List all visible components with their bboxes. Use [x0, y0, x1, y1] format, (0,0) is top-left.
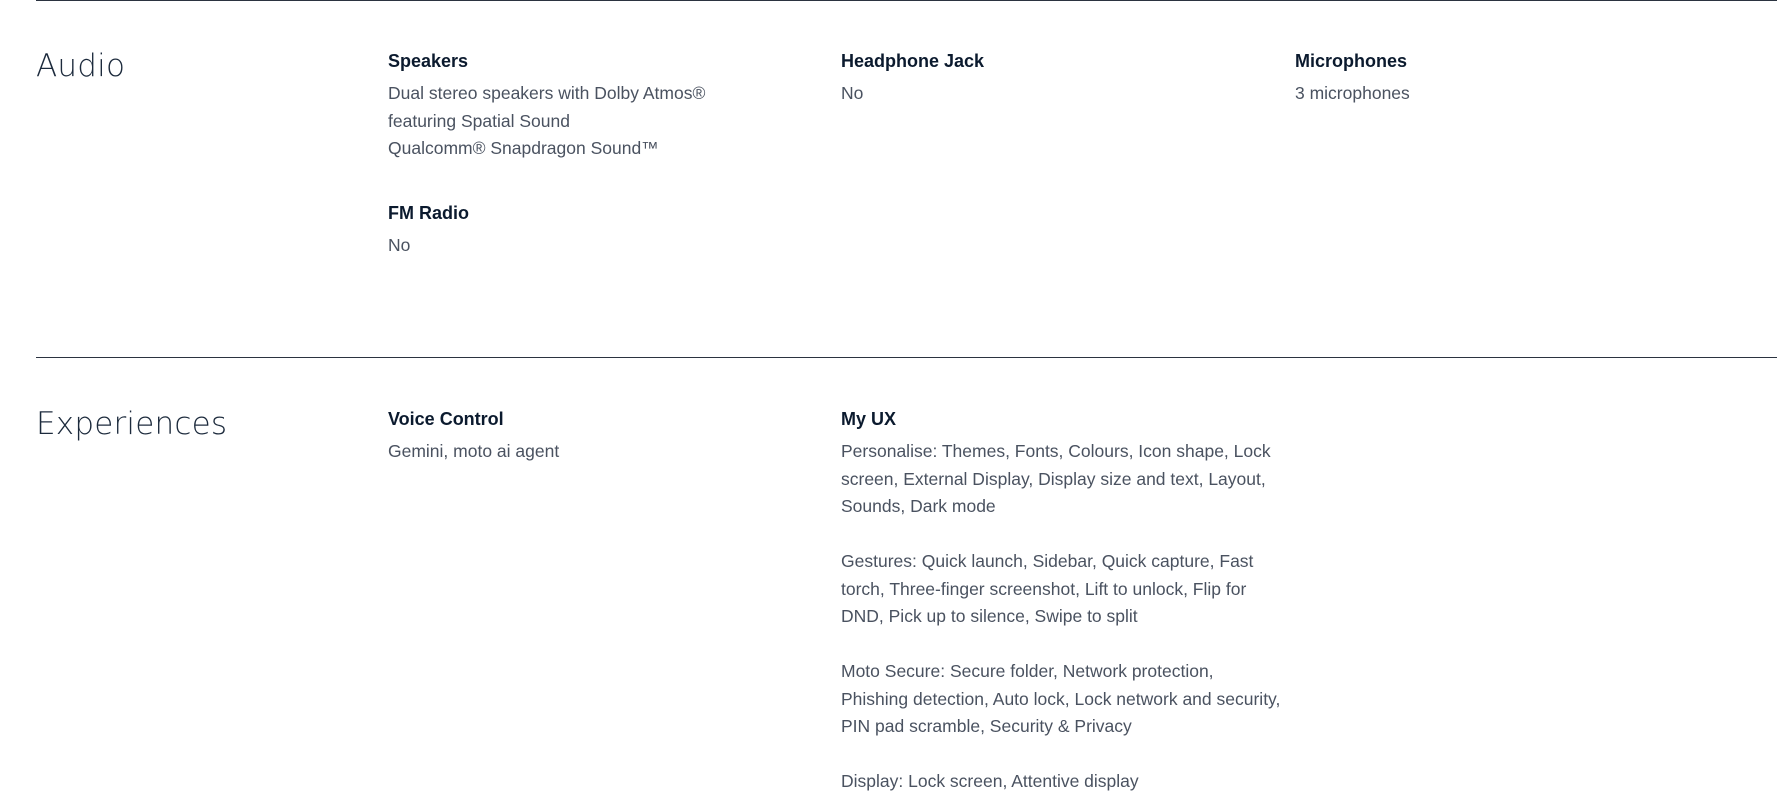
my-ux-moto-secure: Moto Secure: Secure folder, Network protection, Phishing detection, Auto lock, Lock network and security, PIN pad scramble, Security & Privacy — [841, 661, 1281, 736]
spec-fm-radio — [388, 202, 808, 260]
spec-label: Voice Control — [388, 409, 504, 429]
spec-label: My UX — [841, 409, 897, 429]
my-ux-gestures: Gestures: Quick launch, Sidebar, Quick capture, Fast torch, Three-finger screenshot, Lift to unlock, Flip for DND, Pick up to silence, Swipe to split — [841, 551, 1254, 626]
my-ux-personalise: Personalise: Themes, Fonts, Colours, Icon shape, Lock screen, External Display, Display size and text, Layout, Sounds, Dark mode — [841, 441, 1271, 516]
spec-value — [841, 438, 1281, 796]
spec-voice-control — [388, 408, 808, 466]
spec-value — [388, 80, 808, 163]
spec-value-line: featuring Spatial Sound — [388, 110, 570, 131]
spec-value: Gemini, moto ai agent — [388, 441, 560, 461]
section-title-experiences: Experiences — [36, 406, 228, 442]
spec-label: Headphone Jack — [841, 51, 985, 71]
spec-value-line: Dual stereo speakers with Dolby Atmos® — [388, 83, 706, 103]
section-divider-top — [36, 0, 1777, 1]
spec-headphone-jack — [841, 50, 1261, 108]
section-title-audio: Audio — [36, 48, 126, 84]
spec-microphones — [1295, 50, 1715, 108]
spec-label: Microphones — [1295, 51, 1408, 71]
spec-value: No — [841, 83, 864, 103]
spec-value: No — [388, 235, 411, 255]
spec-value: 3 microphones — [1295, 83, 1410, 103]
my-ux-display: Display: Lock screen, Attentive display — [841, 771, 1139, 791]
spec-label: Speakers — [388, 51, 469, 71]
spec-value-line: Qualcomm® Snapdragon Sound™ — [388, 138, 659, 158]
spec-speakers — [388, 50, 808, 163]
section-divider — [36, 357, 1777, 358]
spec-label: FM Radio — [388, 203, 469, 223]
spec-my-ux — [841, 408, 1281, 796]
